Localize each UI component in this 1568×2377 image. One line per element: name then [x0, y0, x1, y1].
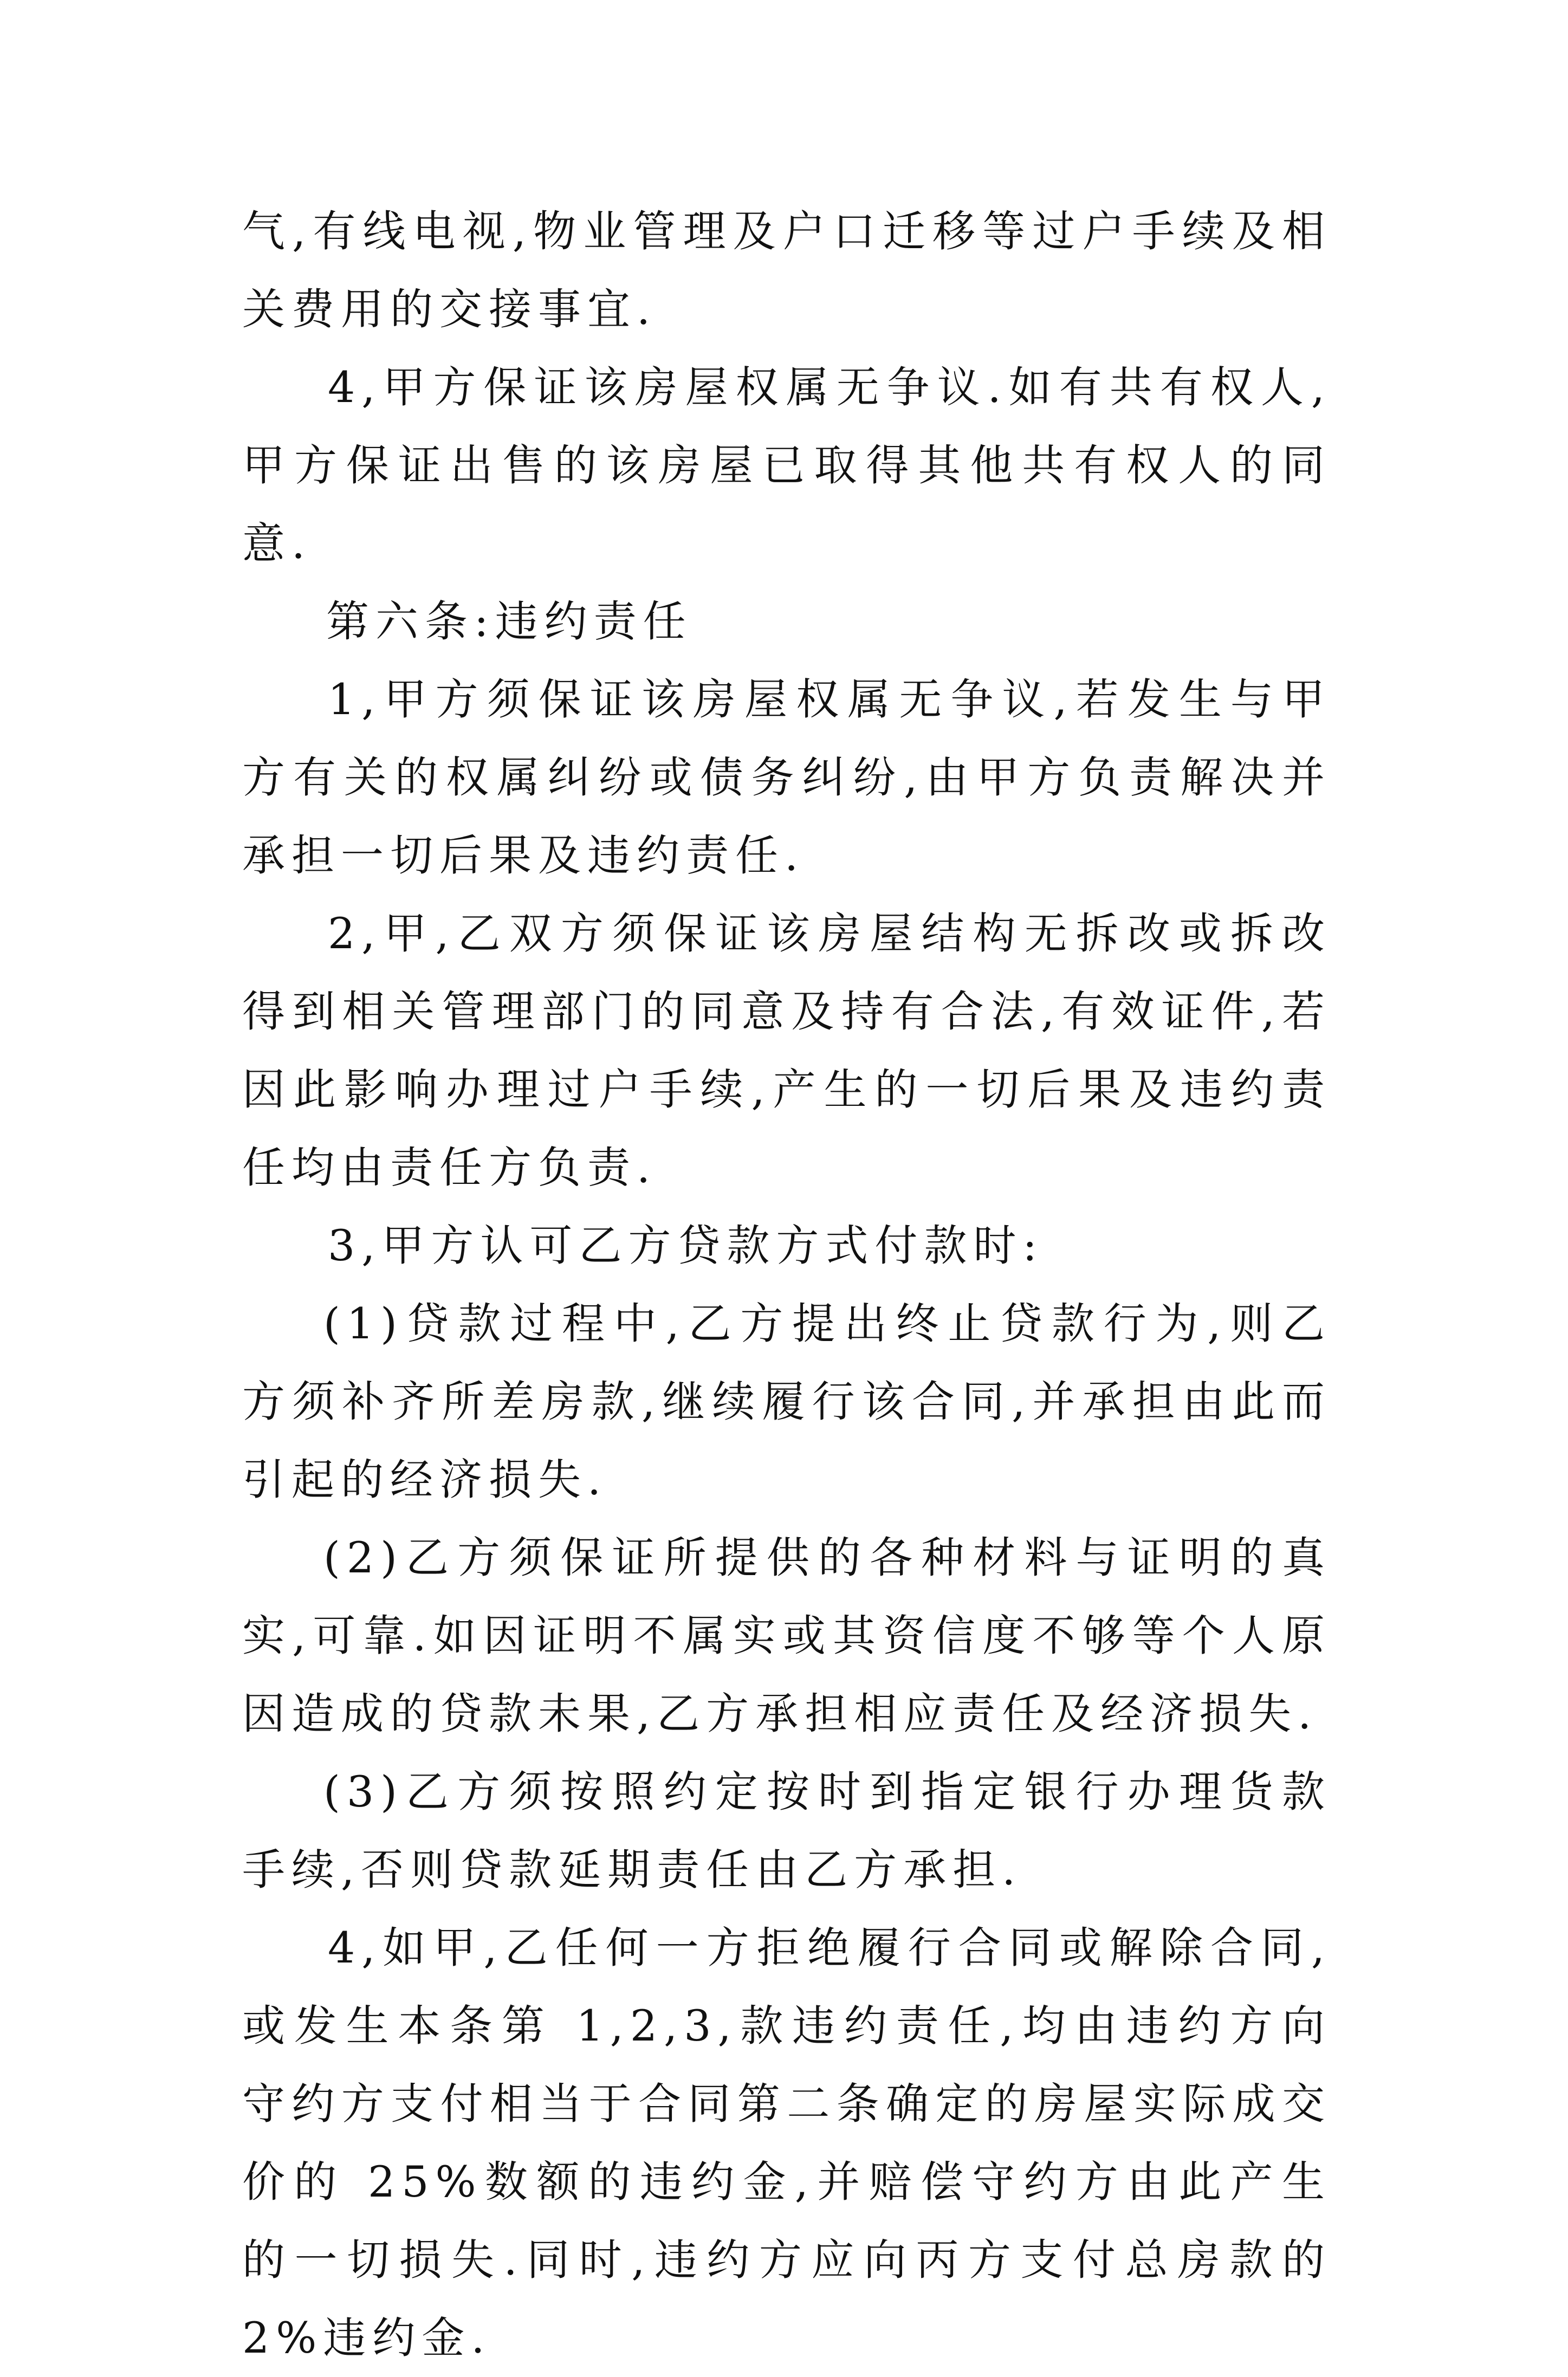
paragraph-clause-6-4: 4,如甲,乙任何一方拒绝履行合同或解除合同,或发生本条第 1,2,3,款违约责任,均由违约方向守约方支付相当于合同第二条确定的房屋实际成交价的 25%数额的违约金,并赔偿守约方由此产生的一切损失.同时,违约方应向丙方支付总房款的 2%违约金.	[242, 1923, 1331, 2363]
paragraph-clause-6-3: 3,甲方认可乙方贷款方式付款时:	[328, 1221, 1044, 1271]
paragraph-continuation: 气,有线电视,物业管理及户口迁移等过户手续及相关费用的交接事宜.	[242, 206, 1331, 334]
paragraph-clause-5-4: 4,甲方保证该房屋权属无争议.如有共有权人,甲方保证出售的该房屋已取得其他共有权人的同意.	[242, 362, 1331, 568]
paragraph-subclause-1: (1)贷款过程中,乙方提出终止贷款行为,则乙方须补齐所差房款,继续履行该合同,并承担由此而引起的经济损失.	[242, 1299, 1331, 1505]
article-heading: 第六条:违约责任	[326, 597, 692, 646]
paragraph-clause-6-2: 2,甲,乙双方须保证该房屋结构无拆改或拆改得到相关管理部门的同意及持有合法,有效证件,若因此影响办理过户手续,产生的一切后果及违约责任均由责任方负责.	[242, 909, 1331, 1193]
document-body	[242, 192, 1331, 2377]
paragraph-clause-6-1: 1,甲方须保证该房屋权属无争议,若发生与甲方有关的权属纠纷或债务纠纷,由甲方负责解决并承担一切后果及违约责任.	[242, 675, 1331, 880]
paragraph-subclause-2: (2)乙方须保证所提供的各种材料与证明的真实,可靠.如因证明不属实或其资信度不够等个人原因造成的贷款未果,乙方承担相应责任及经济损失.	[242, 1533, 1331, 1739]
paragraph-subclause-3: (3)乙方须按照约定按时到指定银行办理货款手续,否则贷款延期责任由乙方承担.	[242, 1767, 1331, 1895]
